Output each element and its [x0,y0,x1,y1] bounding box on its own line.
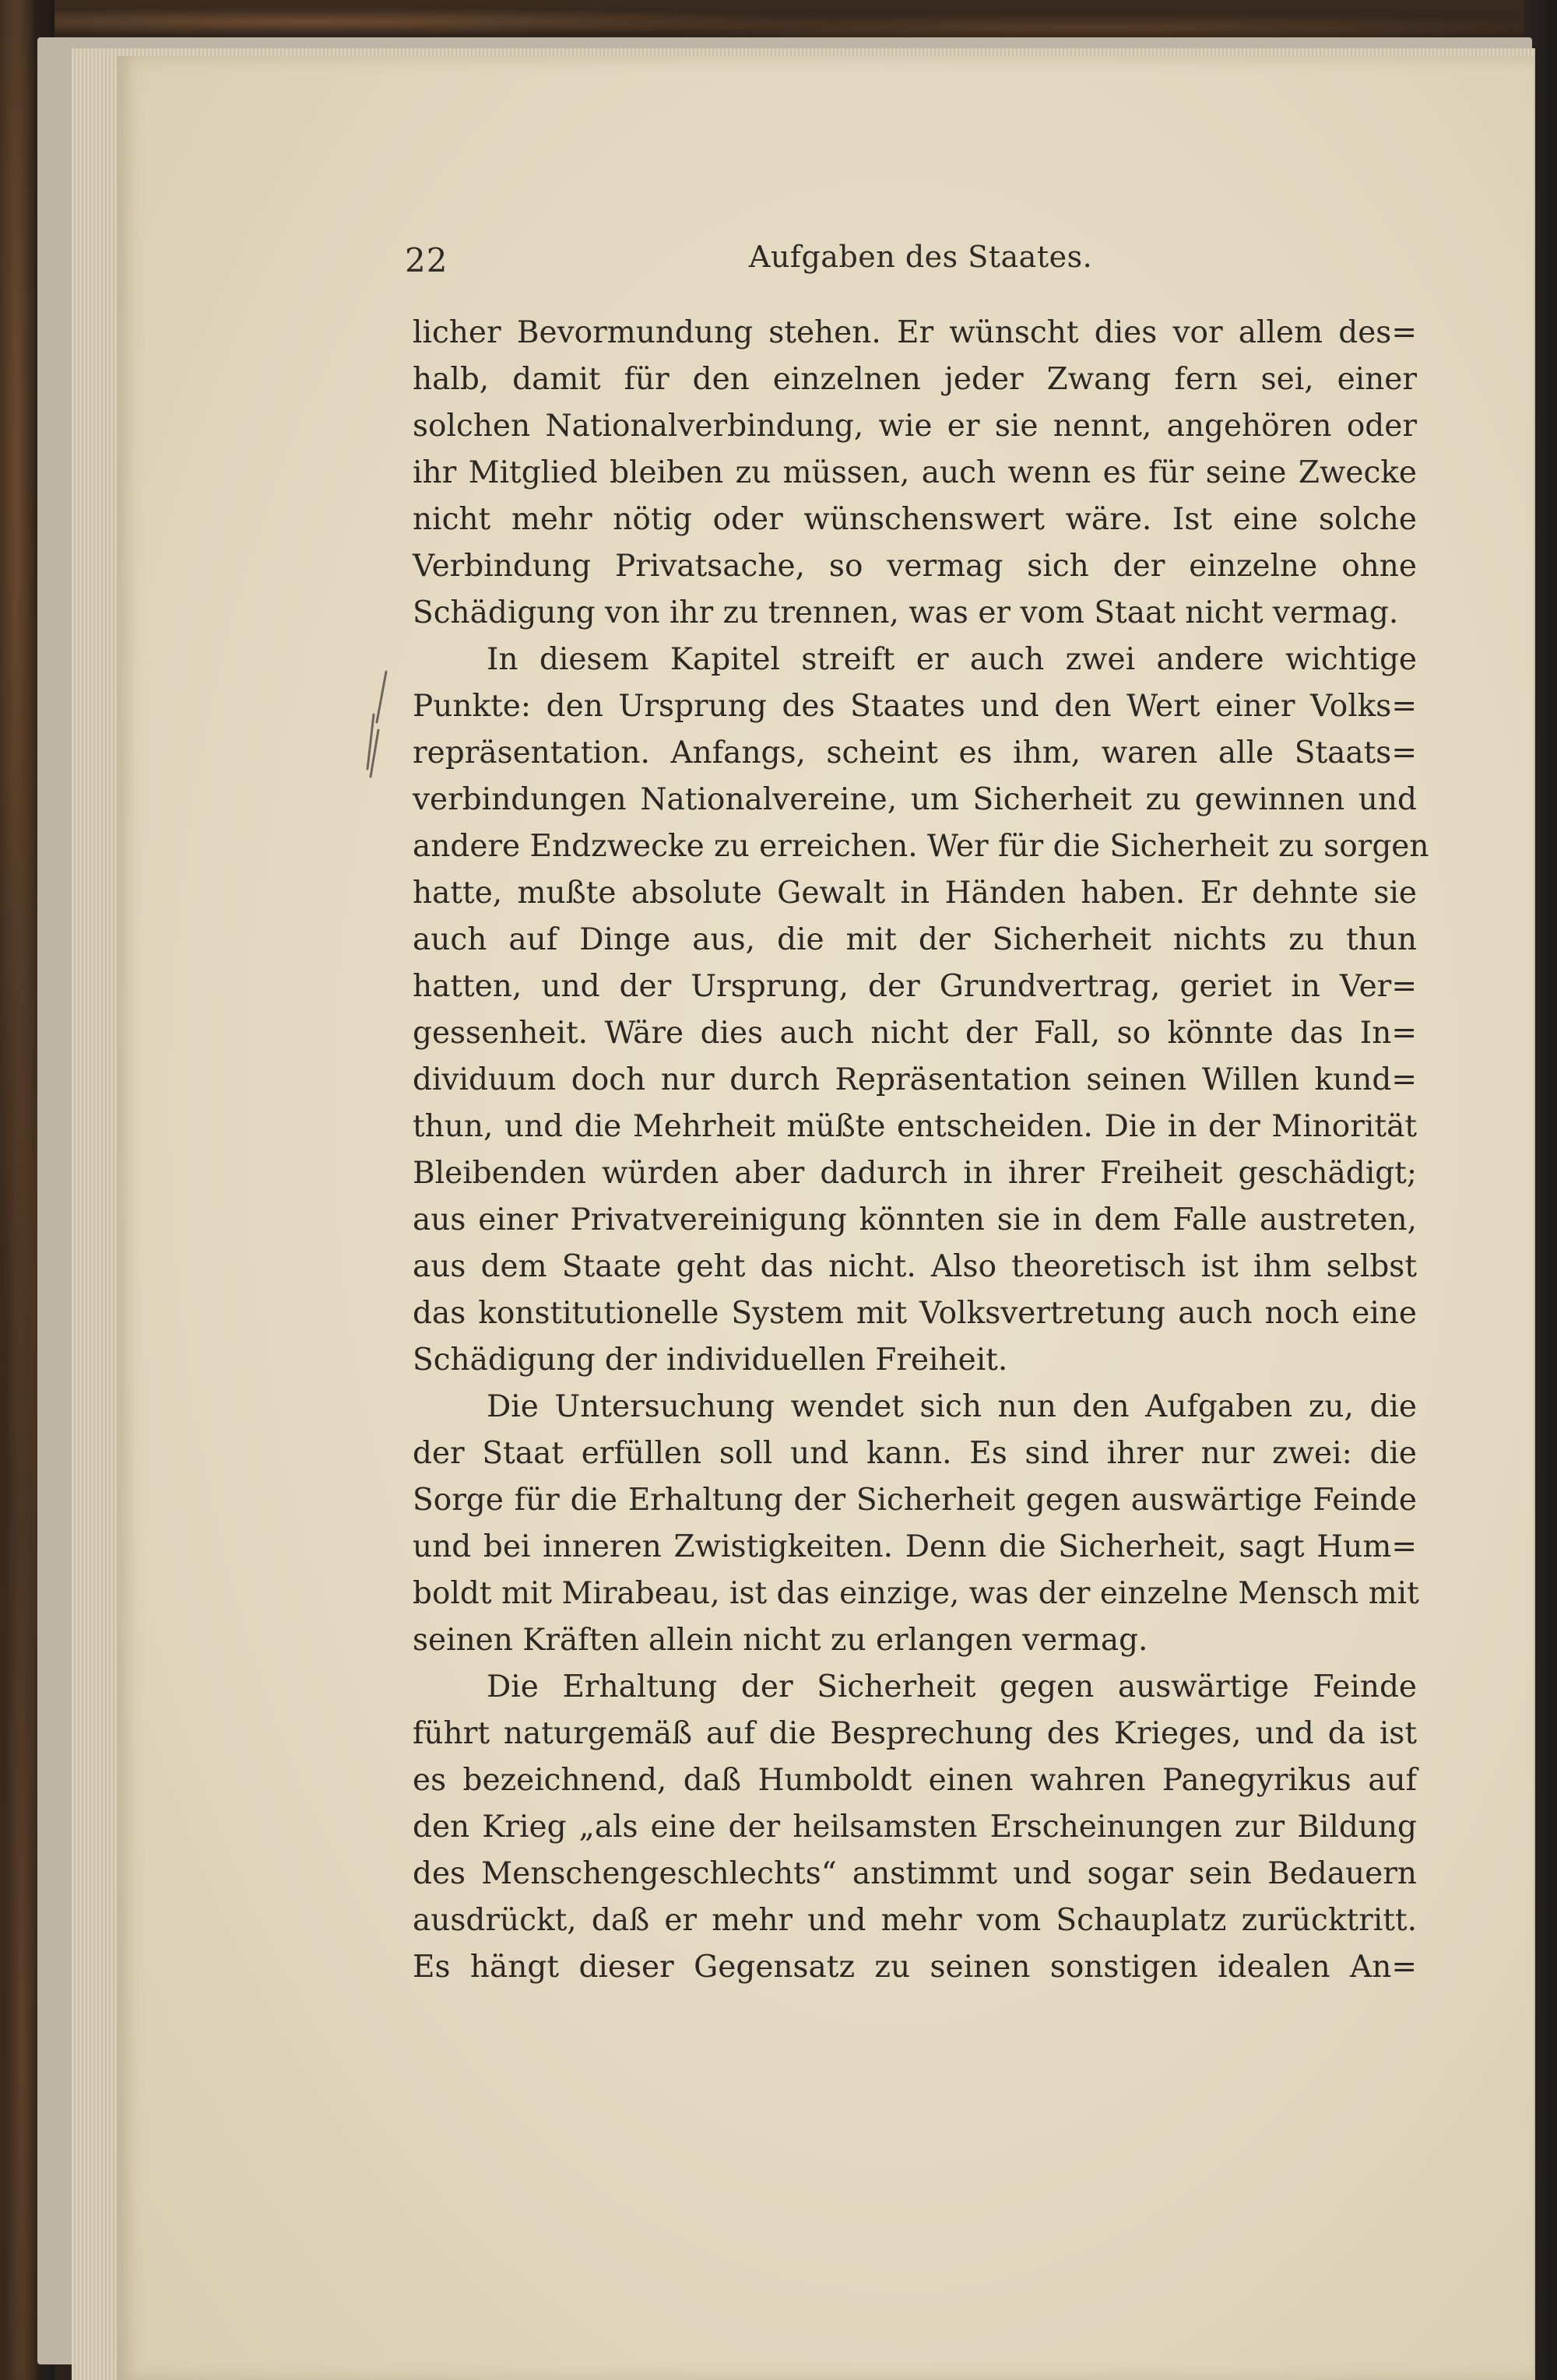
pencil-margin-mark-icon [363,668,391,785]
text-line: boldt mit Mirabeau, ist das einzige, was der einzelne Mensch mit [413,1576,1419,1611]
text-line: dividuum doch nur durch Repräsentation seinen Willen kund= [413,1062,1417,1097]
text-line: Die Erhaltung der Sicherheit gegen auswärtige Feinde [487,1669,1417,1704]
text-line: Punkte: den Ursprung des Staates und den Wert einer Volks= [413,689,1417,724]
text-line: andere Endzwecke zu erreichen. Wer für die Sicherheit zu sorgen [413,829,1429,864]
text-line: aus einer Privatvereinigung könnten sie in dem Falle austreten, [413,1202,1417,1237]
text-line: seinen Kräften allein nicht zu erlangen vermag. [413,1623,1148,1658]
text-line: verbindungen Nationalvereine, um Sicherheit zu gewinnen und [413,782,1417,817]
text-line: aus dem Staate geht das nicht. Also theoretisch ist ihm selbst [413,1249,1417,1284]
text-line: hatte, mußte absolute Gewalt in Händen haben. Er dehnte sie [413,876,1417,911]
page-number: 22 [405,241,448,279]
text-line: Es hängt dieser Gegensatz zu seinen sonstigen idealen An= [413,1950,1417,1985]
text-line: Schädigung von ihr zu trennen, was er vom Staat nicht vermag. [413,595,1399,630]
text-line: und bei inneren Zwistigkeiten. Denn die Sicherheit, sagt Hum= [413,1529,1417,1564]
body-text [413,310,1429,1991]
text-line: es bezeichnend, daß Humboldt einen wahren Panegyrikus auf [413,1763,1417,1798]
text-line: ausdrückt, daß er mehr und mehr vom Schauplatz zurücktritt. [413,1903,1417,1938]
text-line: auch auf Dinge aus, die mit der Sicherheit nichts zu thun [413,922,1417,957]
text-line: Die Untersuchung wendet sich nun den Aufgaben zu, die [487,1389,1417,1424]
text-line: Sorge für die Erhaltung der Sicherheit gegen auswärtige Feinde [413,1483,1417,1518]
text-line: Bleibenden würden aber dadurch in ihrer Freiheit geschädigt; [413,1156,1417,1191]
text-line: thun, und die Mehrheit müßte entscheiden. Die in der Minorität [413,1109,1417,1144]
text-line: den Krieg „als eine der heilsamsten Erscheinungen zur Bildung [413,1810,1417,1845]
text-line: das konstitutionelle System mit Volksvertretung auch noch eine [413,1296,1417,1331]
text-line: des Menschengeschlechts“ anstimmt und sogar sein Bedauern [413,1856,1417,1891]
text-line: ihr Mitglied bleiben zu müssen, auch wenn es für seine Zwecke [413,455,1417,490]
text-line: In diesem Kapitel streift er auch zwei andere wichtige [487,642,1417,677]
text-line: nicht mehr nötig oder wünschenswert wäre. Ist eine solche [413,502,1417,537]
text-line: der Staat erfüllen soll und kann. Es sind ihrer nur zwei: die [413,1436,1417,1471]
text-line: solchen Nationalverbindung, wie er sie nennt, angehören oder [413,409,1417,444]
text-line: licher Bevormundung stehen. Er wünscht dies vor allem des= [413,315,1417,350]
text-line: hatten, und der Ursprung, der Grundvertrag, geriet in Ver= [413,969,1417,1004]
text-line: Verbindung Privatsache, so vermag sich der einzelne ohne [413,549,1417,584]
text-line: halb, damit für den einzelnen jeder Zwang fern sei, einer [413,362,1417,397]
text-line: Schädigung der individuellen Freiheit. [413,1343,1008,1378]
running-head-title: Aufgaben des Staates. [749,240,1093,274]
text-line: gessenheit. Wäre dies auch nicht der Fall, so könnte das In= [413,1016,1417,1051]
text-line: führt naturgemäß auf die Besprechung des Krieges, und da ist [413,1716,1417,1751]
text-line: repräsentation. Anfangs, scheint es ihm, waren alle Staats= [413,735,1417,771]
